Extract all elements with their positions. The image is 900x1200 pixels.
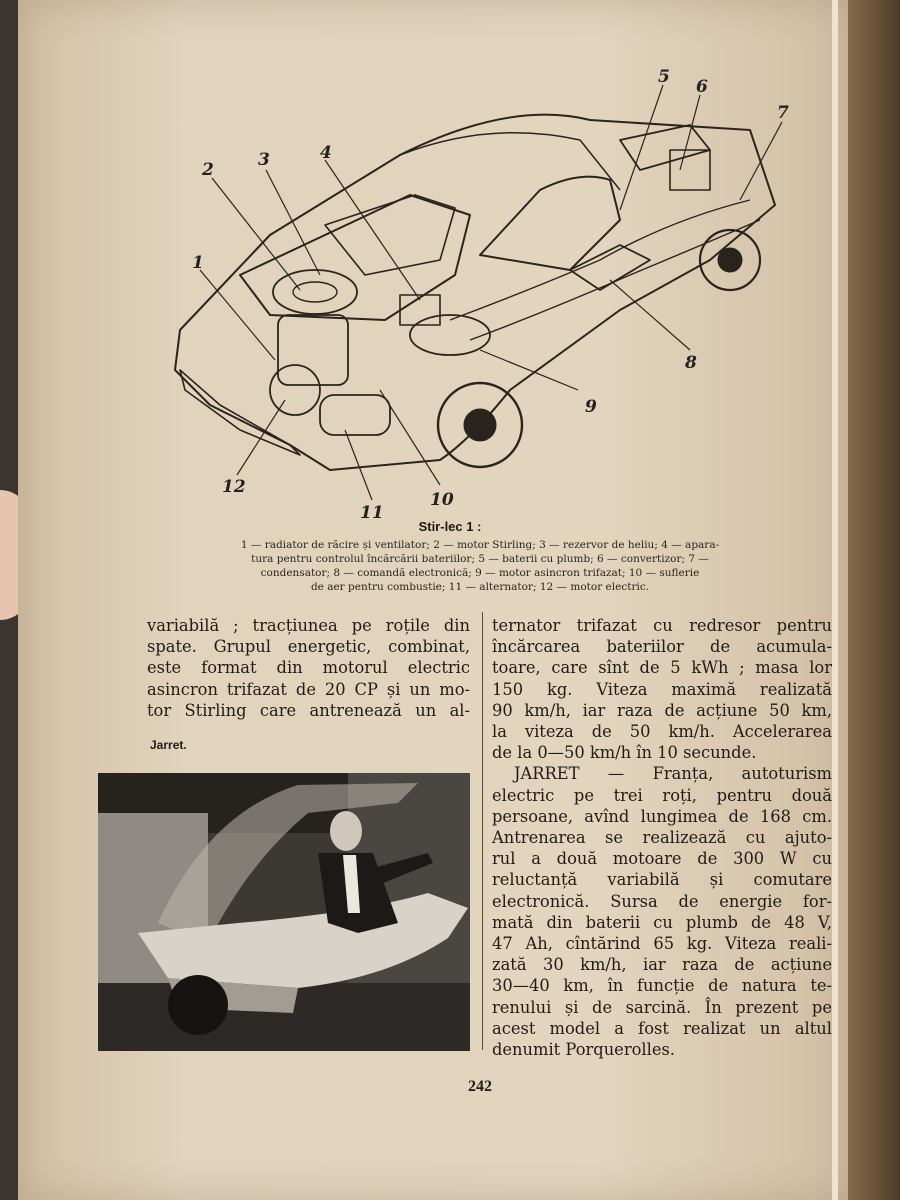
battery-pack [620,125,710,170]
figure-label: 5 [658,67,670,87]
book-cover-edge [840,0,900,1200]
figure-label: 10 [430,490,454,510]
jarret-photo [98,773,470,1051]
text-line: persoane, avînd lungimea de 168 cm. [492,806,832,826]
text-line: mată din baterii cu plumb de 48 V, [492,912,832,932]
figure-caption-title: Stir-lec 1 : [418,519,482,534]
right-column-text [492,615,832,1060]
text-line: toare, care sînt de 5 kWh ; masa lor [492,658,832,678]
figure-label: 6 [696,77,708,97]
figure-label: 2 [202,160,214,180]
figure-label: 1 [192,253,204,273]
helium-tank [273,270,357,314]
figure-caption-body [190,538,770,594]
page-number: 242 [468,1078,492,1095]
figure-label: 4 [320,143,332,163]
text-line: JARRET — Franța, autoturism [514,764,832,784]
front-wheel-hub [464,409,496,441]
text-line: reluctanță variabilă și comutare [492,870,832,890]
text-line: este format din motorul electric [147,658,470,678]
figure-label: 7 [777,103,789,123]
text-line: 47 Ah, cîntărind 65 kg. Viteza reali- [492,934,832,954]
text-line: electronică. Sursa de energie for- [492,891,832,911]
radiator-fan [270,365,320,415]
text-line: de la 0—50 km/h în 10 secunde. [492,743,757,763]
text-line: 90 km/h, iar raza de acțiune 50 km, [492,700,832,720]
car-cutaway-illustration [150,60,800,520]
text-line: 30—40 km, în funcție de natura te- [492,976,832,996]
tank-cap [293,282,337,302]
figure-label: 3 [258,150,270,170]
figure-labels [192,67,789,520]
text-line: rul a două motoare de 300 W cu [492,849,832,869]
caption-line: de aer pentru combustie; 11 — alternator; 12 — motor electric. [310,581,650,593]
windshield [325,195,455,275]
figure-label: 8 [685,353,697,373]
text-line: asincron trifazat de 20 CP și un mo- [147,679,470,699]
text-line: Antrenarea se realizează cu ajuto- [492,828,832,848]
photo-caption: Jarret. [150,738,187,752]
page-edge [832,0,838,1200]
text-line: spate. Grupul energetic, combinat, [147,637,470,657]
alternator-block [320,395,390,435]
left-column-text [147,615,470,721]
text-line: tor Stirling care antrenează un al- [147,700,470,720]
front-wheel [168,975,228,1035]
text-line: variabilă ; tracțiunea pe roțile din [147,616,470,635]
cable-run [450,200,750,320]
text-line: la viteza de 50 km/h. Accelerarea [492,722,832,742]
text-line: ternator trifazat cu redresor pentru [492,616,832,635]
caption-line: 1 — radiator de răcire și ventilator; 2 — motor Stirling; 3 — rezervor de heliu; 4 — apara- [240,539,720,551]
figure-label: 9 [585,397,597,417]
text-line: încărcarea bateriilor de acumula- [492,637,832,657]
text-line: denumit Porquerolles. [492,1040,675,1060]
text-line: 150 kg. Viteza maximă realizată [492,679,832,699]
caption-line: tura pentru controlul încărcării bateriilor; 5 — baterii cu plumb; 6 — convertizor; 7 — [251,553,709,565]
text-line: acest model a fost realizat un altul [492,1018,832,1038]
rear-wheel-hub [718,248,742,272]
text-line: renului și de sarcină. În prezent pe [492,997,832,1017]
caption-line: condensator; 8 — comandă electronică; 9 — motor asincron trifazat; 10 — suflerie [260,567,700,579]
text-line: zată 30 km/h, iar raza de acțiune [492,955,832,975]
person-head [330,811,362,851]
figure-label: 11 [360,503,384,520]
electric-motor [410,315,490,355]
roof-line [400,133,620,190]
text-line: electric pe trei roți, pentru două [492,785,832,805]
column-divider [482,612,483,1050]
stirling-motor [278,315,348,385]
figure-label: 12 [222,477,246,497]
